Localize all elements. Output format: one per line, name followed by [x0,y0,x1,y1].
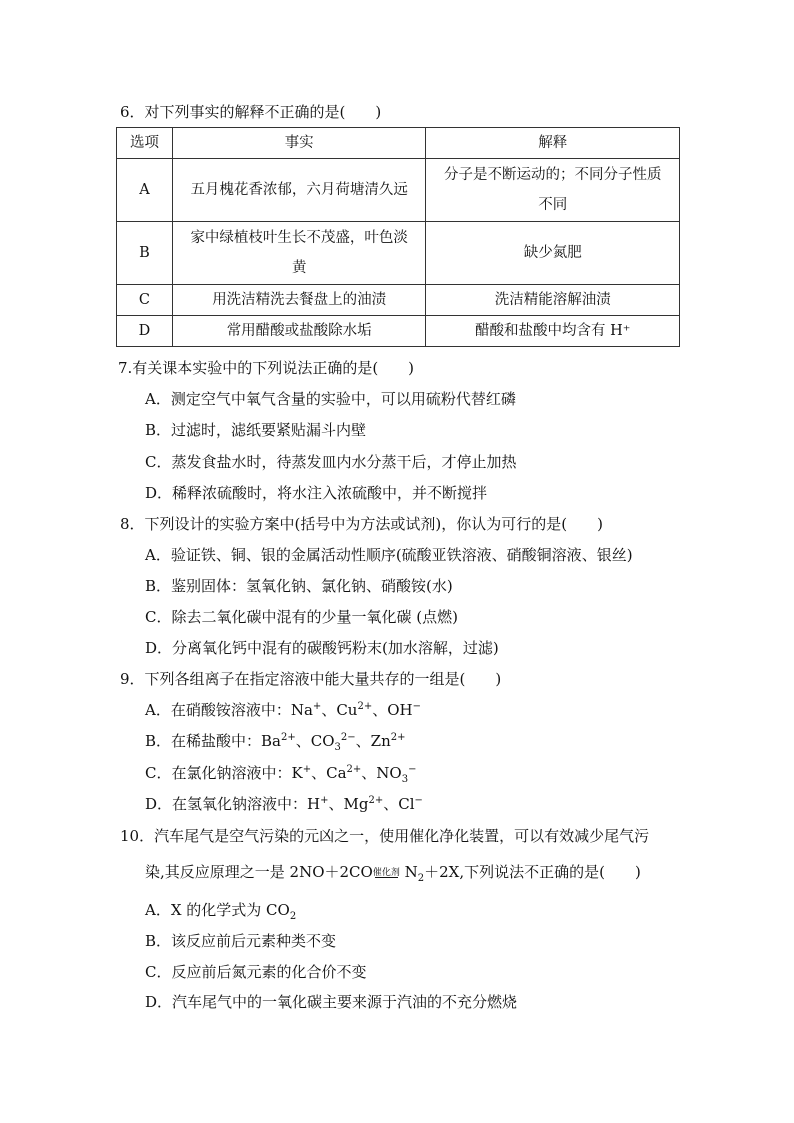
option-text: A．X 的化学式为 CO [145,901,290,919]
header-explanation: 解释 [426,128,680,159]
question-7-option-c: C．蒸发食盐水时，待蒸发皿内水分蒸干后，才停止加热 [145,453,517,471]
question-9-option-d: D．在氢氧化钠溶液中：H+、$Mg^{2+}$、Cl− [145,795,423,813]
row-option: C [117,285,173,316]
option-prefix: C．在氯化钠溶液中： [145,764,292,782]
row-option: B [117,222,173,285]
equation-reactants: 染,其反应原理之一是 2NO＋2CO [145,863,373,881]
row-fact: 五月槐花香浓郁，六月荷塘清久远 [172,159,426,222]
question-8-option-c: C．除去二氧化碳中混有的少量一氧化碳 (点燃) [145,608,458,626]
row-option: D [117,316,173,347]
row-fact-line: 家中绿植枝叶生长不茂盛，叶色淡 [190,230,408,246]
table-row [117,222,680,285]
question-10-option-c: C．反应前后氮元素的化合价不变 [145,963,367,981]
table-row [117,285,680,316]
row-explanation-line: 不同 [538,197,568,213]
reaction-arrow-line [375,877,398,878]
row-explanation-line: 分子是不断运动的；不同分子性质 [443,167,662,183]
question-9-title: 9．下列各组离子在指定溶液中能大量共存的一组是( ) [120,670,502,688]
question-7-option-a: A．测定空气中氧气含量的实验中，可以用硫粉代替红磷 [145,390,516,408]
option-prefix: A．在硝酸铵溶液中： [145,701,291,719]
catalyst-label: 催化剂 [372,868,400,878]
question-9-option-a: A．在硝酸铵溶液中：Na+、$Cu^{2+}$、OH− [145,701,421,719]
question-10-option-a: A．X 的化学式为 $CO_2$ [145,901,297,922]
table-row [117,159,680,222]
question-7-title: 7.有关课本实验中的下列说法正确的是( ) [118,359,415,377]
row-fact-line: 黄 [291,260,307,276]
question-6-table [116,127,680,347]
question-10-option-d: D．汽车尾气中的一氧化碳主要来源于汽油的不充分燃烧 [145,993,518,1011]
question-7-option-d: D．稀释浓硫酸时，将水注入浓硫酸中，并不断搅拌 [145,484,488,502]
question-8-option-b: B．鉴别固体：氢氧化钠、氯化钠、硝酸铵(水) [145,577,453,595]
row-fact: 常用醋酸或盐酸除水垢 [172,316,426,347]
row-explanation: 洗洁精能溶解油渍 [426,285,680,316]
question-8-option-a: A．验证铁、铜、银的金属活动性顺序(硫酸亚铁溶液、硝酸铜溶液、银丝) [145,546,633,564]
table-header-row [117,128,680,159]
row-explanation [426,159,680,222]
question-8-title: 8．下列设计的实验方案中(括号中为方法或试剂)，你认为可行的是( ) [120,515,603,533]
equation-tail: ＋2X,下列说法不正确的是( ) [424,863,641,881]
row-explanation: 醋酸和盐酸中均含有 H⁺ [426,316,680,347]
question-9-option-c: C．在氯化钠溶液中：K+、$Ca^{2+}$、$NO_3^-$ [145,764,417,785]
row-fact [172,222,426,285]
question-8-option-d: D．分离氧化钙中混有的碳酸钙粉末(加水溶解，过滤) [145,639,499,657]
row-fact: 用洗洁精洗去餐盘上的油渍 [172,285,426,316]
row-explanation: 缺少氮肥 [426,222,680,285]
question-10-line1: 10．汽车尾气是空气污染的元凶之一，使用催化净化装置，可以有效减少尾气污 [120,827,650,845]
option-prefix: D．在氢氧化钠溶液中： [145,795,308,813]
header-fact: 事实 [172,128,426,159]
question-9-option-b: B．在稀盐酸中：$Ba^{2+}$、$CO_3^{2-}$、$Zn^{2+}$ [145,732,406,753]
header-option: 选项 [117,128,173,159]
table-row [117,316,680,347]
question-10-line2: 染,其反应原理之一是 2NO＋2CO 催化剂 $N_2+2X$,下列说法不正确的是( ) [145,863,641,884]
question-7-option-b: B．过滤时，滤纸要紧贴漏斗内壁 [145,421,367,439]
question-6-title: 6．对下列事实的解释不正确的是( ) [120,103,382,121]
question-10-option-b: B．该反应前后元素种类不变 [145,932,337,950]
equation-product: N [399,863,418,881]
catalyst-arrow [372,868,400,881]
row-option: A [117,159,173,222]
option-prefix: B．在稀盐酸中： [145,732,262,750]
